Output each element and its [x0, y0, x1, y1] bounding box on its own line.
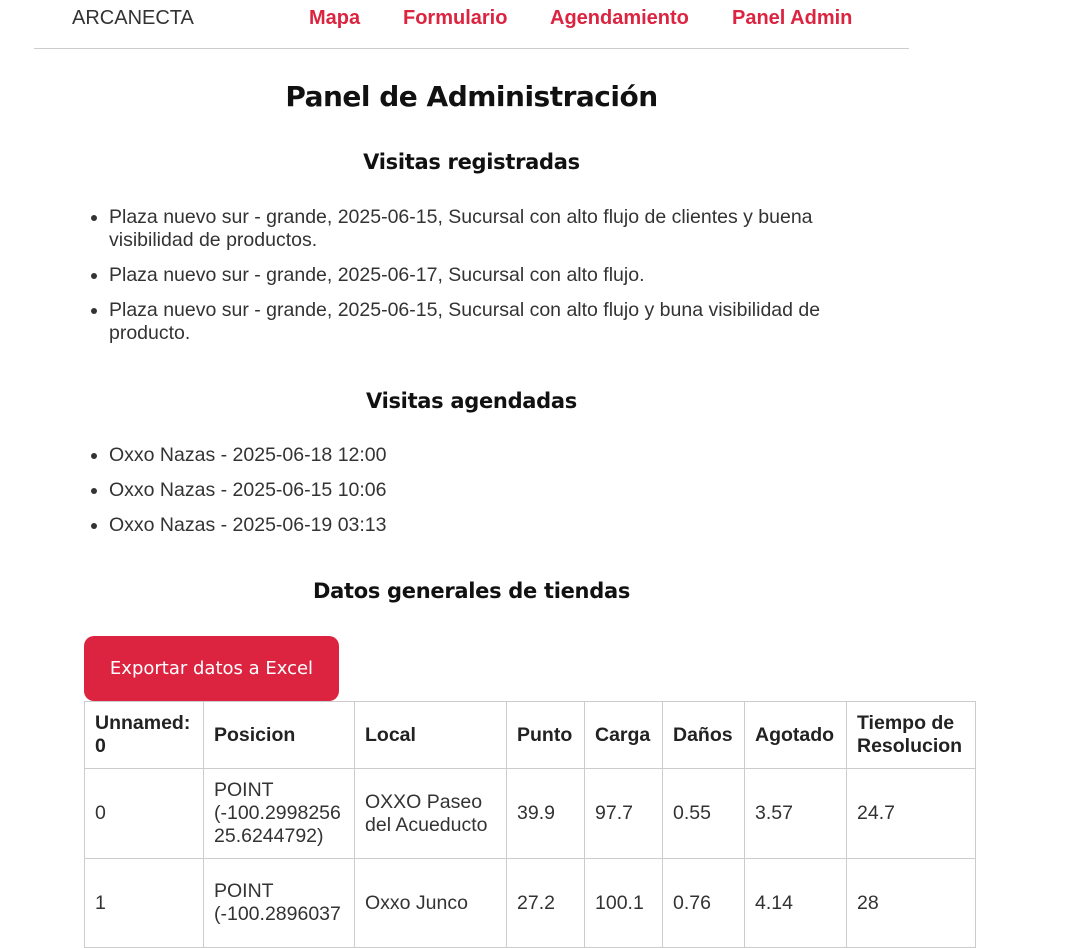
table-row	[85, 769, 976, 859]
column-header-posicion: Posicion	[204, 702, 355, 769]
export-excel-button[interactable]: Exportar datos a Excel	[84, 636, 339, 701]
list-item: • Plaza nuevo sur - grande, 2025-06-15, Sucursal con alto flujo y buna visibilidad de producto.	[109, 299, 899, 345]
scheduled-visits-list	[62, 444, 899, 549]
registered-visits-list	[62, 206, 899, 357]
table-cell: 97.7	[585, 769, 663, 859]
table-cell: Oxxo Junco	[355, 859, 507, 948]
column-header-tiempo-resolucion: Tiempo de Resolucion	[847, 702, 976, 769]
list-item: • Plaza nuevo sur - grande, 2025-06-17, Sucursal con alto flujo.	[109, 264, 899, 287]
nav-link-mapa[interactable]: Mapa	[309, 7, 361, 29]
table-cell: 0	[85, 769, 204, 859]
table-cell: 39.9	[507, 769, 585, 859]
table-cell: 28	[847, 859, 976, 948]
table-cell: 0.55	[663, 769, 745, 859]
brand-logo-text[interactable]: ARCANECTA	[72, 7, 194, 29]
column-header-unnamed: Unnamed: 0	[85, 702, 204, 769]
table-header-row	[85, 702, 976, 769]
table-cell: 1	[85, 859, 204, 948]
list-item: • Oxxo Nazas - 2025-06-19 03:13	[109, 514, 899, 537]
table-cell: POINT (-100.2998256 25.6244792)	[204, 769, 355, 859]
stores-table	[84, 701, 976, 948]
nav-link-agendamiento[interactable]: Agendamiento	[550, 7, 689, 29]
top-navbar	[34, 0, 909, 49]
column-header-local: Local	[355, 702, 507, 769]
column-header-punto: Punto	[507, 702, 585, 769]
column-header-agotado: Agotado	[745, 702, 847, 769]
list-item: • Plaza nuevo sur - grande, 2025-06-15, Sucursal con alto flujo de clientes y buena visibilidad de productos.	[109, 206, 899, 252]
column-header-carga: Carga	[585, 702, 663, 769]
table-row	[85, 859, 976, 948]
registered-visits-heading: Visitas registradas	[363, 150, 580, 174]
page-title: Panel de Administración	[285, 80, 658, 113]
stores-data-heading: Datos generales de tiendas	[312, 579, 631, 603]
list-item: • Oxxo Nazas - 2025-06-18 12:00	[109, 444, 899, 467]
column-header-danos: Daños	[663, 702, 745, 769]
nav-link-panel-admin[interactable]: Panel Admin	[732, 7, 853, 29]
list-item: • Oxxo Nazas - 2025-06-15 10:06	[109, 479, 899, 502]
table-cell: OXXO Paseo del Acueducto	[355, 769, 507, 859]
table-cell: 3.57	[745, 769, 847, 859]
nav-link-formulario[interactable]: Formulario	[403, 7, 508, 29]
table-cell: POINT (-100.2896037	[204, 859, 355, 948]
table-cell: 100.1	[585, 859, 663, 948]
table-cell: 27.2	[507, 859, 585, 948]
table-cell: 24.7	[847, 769, 976, 859]
table-cell: 0.76	[663, 859, 745, 948]
table-cell: 4.14	[745, 859, 847, 948]
scheduled-visits-heading: Visitas agendadas	[365, 389, 577, 413]
